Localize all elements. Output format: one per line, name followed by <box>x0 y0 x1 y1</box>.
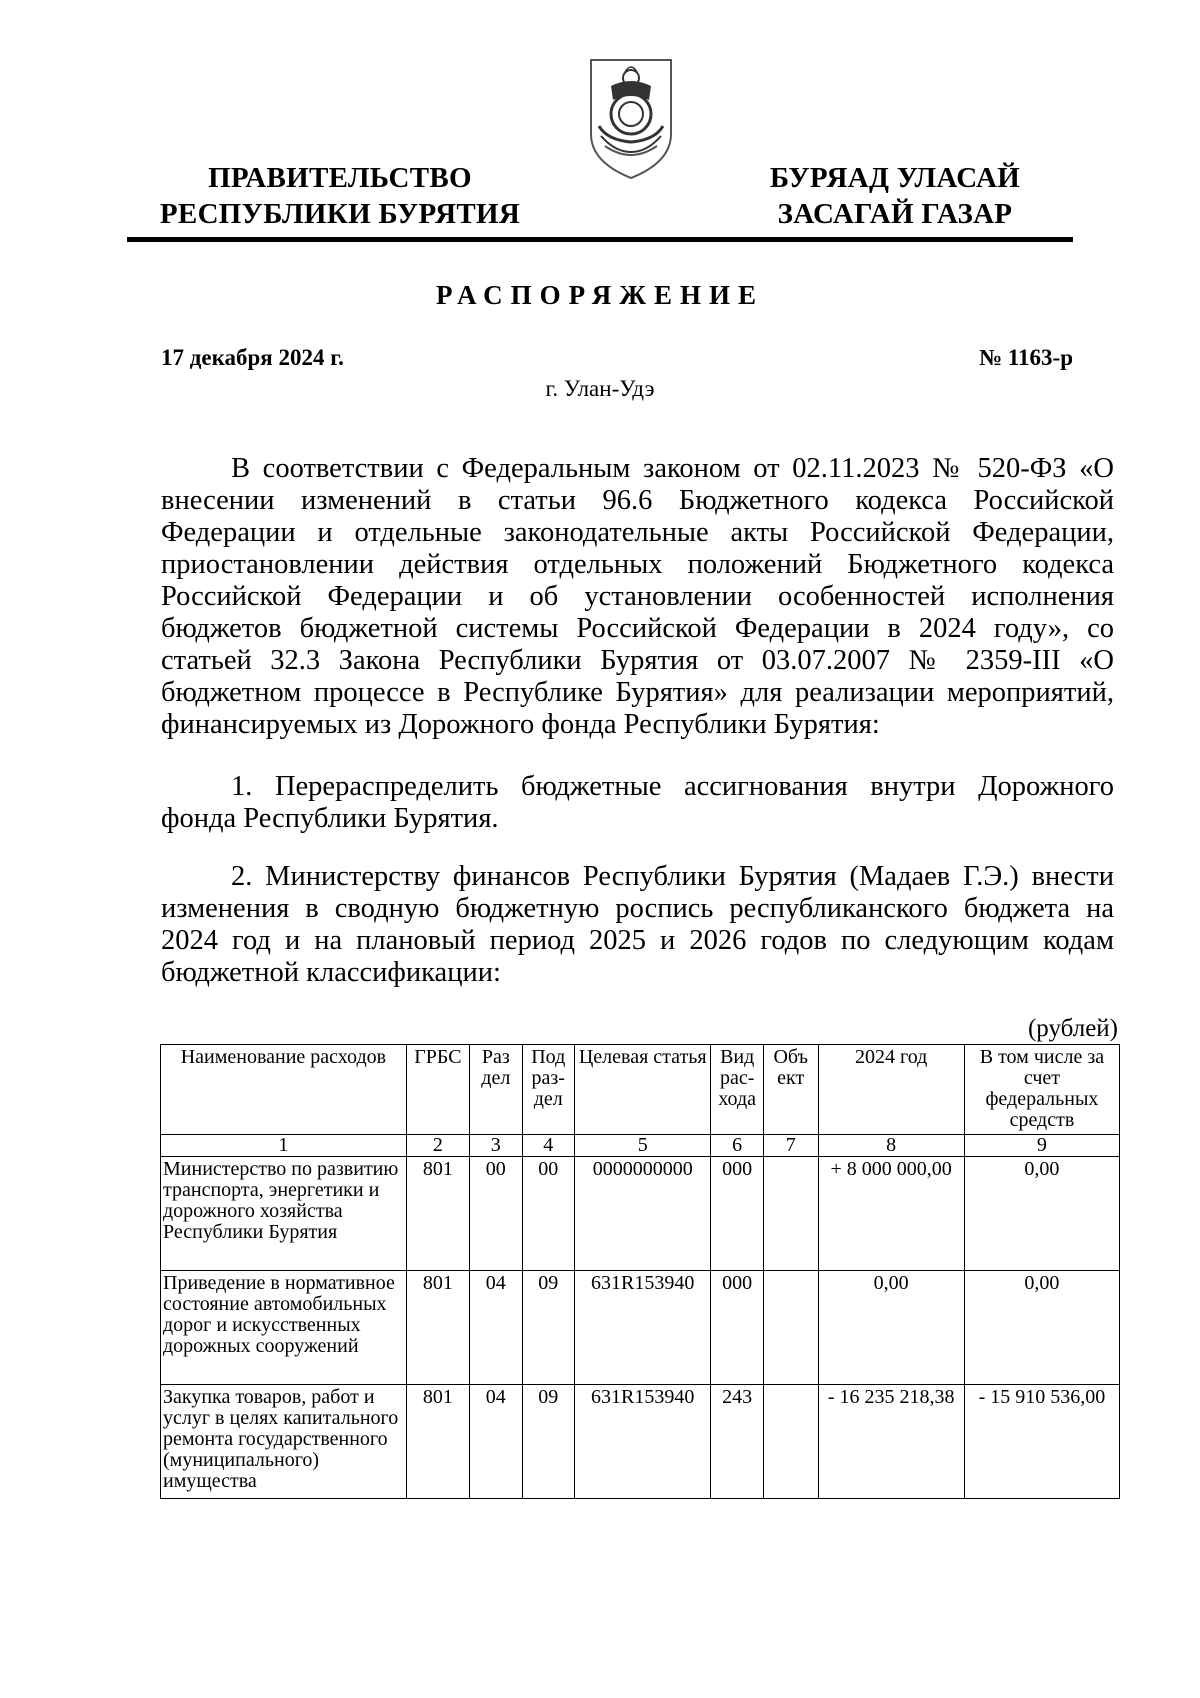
column-header: Наименование расходов <box>161 1045 407 1135</box>
header-divider <box>127 237 1073 242</box>
row-object <box>763 1271 818 1385</box>
column-header: Объ ект <box>763 1045 818 1135</box>
preamble-paragraph: В соответствии с Федеральным законом от 02.11.2023 № 520-ФЗ «О внесении изменений в статьи 96.6 Бюджетного кодекса Российской Федерации и отдельные законодательные акты Российской Федерации, приостановлении действия отдельных положений Бюджетного кодекса Российской Федерации и об установлении особенностей исполнения бюджетов бюджетной системы Российской Федерации в 2024 году», со статьей 32.3 Закона Республики Бурятия от 03.07.2007 № 2359-III «О бюджетном процессе в Республике Бурятия» для реализации мероприятий, финансируемых из Дорожного фонда Республики Бурятия: <box>161 453 1114 740</box>
row-grbs: 801 <box>406 1271 469 1385</box>
row-subsection: 09 <box>522 1385 574 1499</box>
row-expense-type: 000 <box>711 1271 763 1385</box>
row-grbs: 801 <box>406 1385 469 1499</box>
government-name-buryat-line-2: ЗАСАГАЙ ГАЗАР <box>777 198 1013 230</box>
column-number: 3 <box>470 1135 522 1157</box>
column-header: Под раз- дел <box>522 1045 574 1135</box>
row-object <box>763 1385 818 1499</box>
government-name-buryat <box>745 160 1045 232</box>
column-number: 7 <box>763 1135 818 1157</box>
document-city: г. Улан-Удэ <box>545 376 655 401</box>
row-federal-funds: 0,00 <box>964 1271 1119 1385</box>
column-header: Вид рас- хода <box>711 1045 763 1135</box>
government-name-line-2: РЕСПУБЛИКИ БУРЯТИЯ <box>159 198 521 230</box>
column-header: В том числе за счет федеральных средств <box>964 1045 1119 1135</box>
document-number: № 1163-р <box>978 345 1073 370</box>
government-name-russian <box>150 160 530 232</box>
item-1-paragraph: 1. Перераспределить бюджетные ассигнования внутри Дорожного фонда Республики Бурятия. <box>161 771 1114 834</box>
buryatia-coat-of-arms-icon <box>585 56 677 182</box>
row-subsection: 00 <box>522 1157 574 1271</box>
table-row <box>161 1271 1120 1385</box>
row-section: 04 <box>470 1271 522 1385</box>
row-name: Министерство по развитию транспорта, энергетики и дорожного хозяйства Республики Бурятия <box>161 1157 407 1271</box>
column-header: Целевая статья <box>574 1045 711 1135</box>
column-header: 2024 год <box>818 1045 964 1135</box>
column-number: 9 <box>964 1135 1119 1157</box>
column-header: ГРБС <box>406 1045 469 1135</box>
row-target-article: 631R153940 <box>574 1385 711 1499</box>
table-header-row <box>161 1045 1120 1135</box>
row-expense-type: 000 <box>711 1157 763 1271</box>
row-federal-funds: - 15 910 536,00 <box>964 1385 1119 1499</box>
row-section: 04 <box>470 1385 522 1499</box>
row-target-article: 0000000000 <box>574 1157 711 1271</box>
row-object <box>763 1157 818 1271</box>
column-number: 6 <box>711 1135 763 1157</box>
row-expense-type: 243 <box>711 1385 763 1499</box>
column-number: 8 <box>818 1135 964 1157</box>
row-target-article: 631R153940 <box>574 1271 711 1385</box>
row-section: 00 <box>470 1157 522 1271</box>
column-number: 5 <box>574 1135 711 1157</box>
item-2-paragraph: 2. Министерству финансов Республики Бурятия (Мадаев Г.Э.) внести изменения в сводную бюджетную роспись республиканского бюджета на 2024 год и на плановый период 2025 и 2026 годов по следующим кодам бюджетной классификации: <box>161 861 1114 988</box>
budget-table <box>160 1044 1120 1499</box>
column-number: 2 <box>406 1135 469 1157</box>
table-row <box>161 1157 1120 1271</box>
table-unit: (рублей) <box>1027 1015 1118 1042</box>
row-federal-funds: 0,00 <box>964 1157 1119 1271</box>
document-title: РАСПОРЯЖЕНИЕ <box>435 280 765 310</box>
government-name-buryat-line-1: БУРЯАД УЛАСАЙ <box>769 162 1021 194</box>
row-name: Закупка товаров, работ и услуг в целях капитального ремонта государственного (муниципального) имущества <box>161 1385 407 1499</box>
row-name: Приведение в нормативное состояние автомобильных дорог и искусственных дорожных сооружений <box>161 1271 407 1385</box>
column-number-row <box>161 1135 1120 1157</box>
row-amount-2024: 0,00 <box>818 1271 964 1385</box>
table-row <box>161 1385 1120 1499</box>
row-amount-2024: + 8 000 000,00 <box>818 1157 964 1271</box>
column-header: Раз дел <box>470 1045 522 1135</box>
document-date: 17 декабря 2024 г. <box>161 345 344 370</box>
row-subsection: 09 <box>522 1271 574 1385</box>
column-number: 1 <box>161 1135 407 1157</box>
row-grbs: 801 <box>406 1157 469 1271</box>
government-name-line-1: ПРАВИТЕЛЬСТВО <box>208 162 472 194</box>
column-number: 4 <box>522 1135 574 1157</box>
row-amount-2024: - 16 235 218,38 <box>818 1385 964 1499</box>
